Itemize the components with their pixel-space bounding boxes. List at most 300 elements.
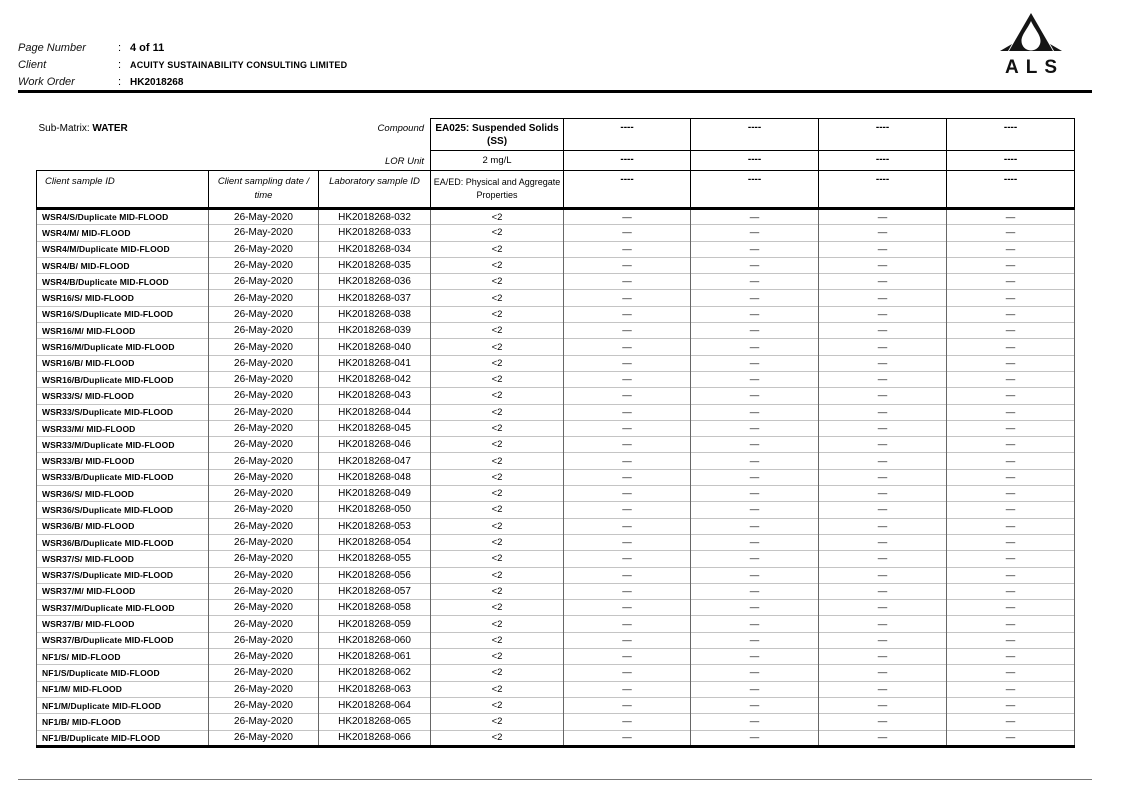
separator: : [118,59,122,71]
table-row [37,257,1075,273]
table-row [37,730,1075,746]
result-cell: — [564,209,691,225]
sampling-date-cell: 26-May-2020 [209,697,319,713]
table-row [37,600,1075,616]
client-sample-id-cell: NF1/B/Duplicate MID-FLOOD [37,730,209,746]
laboratory-sample-id-cell: HK2018268-060 [319,632,431,648]
result-cell: — [691,339,819,355]
table-row [37,665,1075,681]
laboratory-sample-id-cell: HK2018268-066 [319,730,431,746]
result-cell: <2 [431,225,564,241]
result-cell: — [564,241,691,257]
result-cell: <2 [431,714,564,730]
client-sample-id-cell: WSR4/M/Duplicate MID-FLOOD [37,241,209,257]
result-cell: <2 [431,567,564,583]
result-cell: — [564,534,691,550]
sampling-date-cell: 26-May-2020 [209,355,319,371]
column-header-placeholder: ---- [819,171,947,209]
result-cell: — [691,306,819,322]
client-sample-id-cell: WSR36/S/ MID-FLOOD [37,486,209,502]
column-header-sampling-date-time: Client sampling date / time [209,171,319,209]
laboratory-sample-id-cell: HK2018268-062 [319,665,431,681]
column-header-row [37,171,1075,209]
laboratory-sample-id-cell: HK2018268-035 [319,257,431,273]
sub-matrix [39,123,128,134]
result-cell: <2 [431,388,564,404]
sampling-date-cell: 26-May-2020 [209,371,319,387]
result-cell: <2 [431,486,564,502]
result-cell: <2 [431,649,564,665]
lor-unit-cell: ---- [819,151,947,171]
sampling-date-cell: 26-May-2020 [209,714,319,730]
table-row [37,306,1075,322]
lor-unit-cell: ---- [691,151,819,171]
client-sample-id-cell: WSR33/B/Duplicate MID-FLOOD [37,469,209,485]
laboratory-sample-id-cell: HK2018268-058 [319,600,431,616]
result-cell: — [819,681,947,697]
result-cell: — [947,209,1075,225]
result-cell: — [564,339,691,355]
page-number-row [18,38,347,55]
result-cell: — [947,290,1075,306]
table-row [37,551,1075,567]
sampling-date-cell: 26-May-2020 [209,274,319,290]
work-order-row [18,72,347,89]
table-row [37,339,1075,355]
result-cell: — [947,371,1075,387]
client-sample-id-cell: WSR33/S/Duplicate MID-FLOOD [37,404,209,420]
result-cell: — [691,632,819,648]
result-cell: — [819,323,947,339]
result-cell: — [819,649,947,665]
client-sample-id-cell: NF1/S/Duplicate MID-FLOOD [37,665,209,681]
sampling-date-cell: 26-May-2020 [209,437,319,453]
result-cell: <2 [431,616,564,632]
client-sample-id-cell: WSR37/S/ MID-FLOOD [37,551,209,567]
table-row [37,355,1075,371]
table-row [37,583,1075,599]
table-row [37,632,1075,648]
sampling-date-cell: 26-May-2020 [209,502,319,518]
work-order-value: HK2018268 [130,77,184,88]
result-cell: — [819,534,947,550]
laboratory-sample-id-cell: HK2018268-042 [319,371,431,387]
result-cell: — [947,404,1075,420]
result-cell: — [564,257,691,273]
table-row [37,534,1075,550]
result-cell: — [564,355,691,371]
result-cell: — [564,469,691,485]
laboratory-sample-id-cell: HK2018268-056 [319,567,431,583]
result-cell: <2 [431,518,564,534]
result-cell: — [947,567,1075,583]
result-cell: — [564,225,691,241]
client-sample-id-cell: NF1/M/Duplicate MID-FLOOD [37,697,209,713]
table-row [37,209,1075,225]
result-cell: — [947,600,1075,616]
result-cell: — [947,616,1075,632]
result-cell: — [564,404,691,420]
laboratory-sample-id-cell: HK2018268-053 [319,518,431,534]
column-header-laboratory-sample-id: Laboratory sample ID [319,171,431,209]
result-cell: — [691,437,819,453]
result-cell: <2 [431,437,564,453]
result-cell: — [819,502,947,518]
result-cell: <2 [431,502,564,518]
result-cell: — [691,486,819,502]
sampling-date-cell: 26-May-2020 [209,420,319,436]
client-sample-id-cell: NF1/S/ MID-FLOOD [37,649,209,665]
result-cell: <2 [431,323,564,339]
client-sample-id-cell: WSR33/S/ MID-FLOOD [37,388,209,404]
result-cell: — [691,567,819,583]
result-cell: — [564,437,691,453]
sampling-date-cell: 26-May-2020 [209,453,319,469]
table-row [37,404,1075,420]
result-cell: — [564,632,691,648]
result-cell: — [947,437,1075,453]
result-cell: — [947,502,1075,518]
client-sample-id-cell: WSR16/M/Duplicate MID-FLOOD [37,339,209,355]
client-sample-id-cell: WSR4/B/Duplicate MID-FLOOD [37,274,209,290]
result-cell: <2 [431,551,564,567]
result-cell: <2 [431,697,564,713]
client-sample-id-cell: WSR37/M/ MID-FLOOD [37,583,209,599]
result-cell: — [564,730,691,746]
result-cell: — [947,306,1075,322]
laboratory-sample-id-cell: HK2018268-059 [319,616,431,632]
result-cell: — [819,420,947,436]
table-row [37,241,1075,257]
sampling-date-cell: 26-May-2020 [209,730,319,746]
result-cell: — [564,323,691,339]
result-cell: — [947,681,1075,697]
laboratory-sample-id-cell: HK2018268-064 [319,697,431,713]
sampling-date-cell: 26-May-2020 [209,534,319,550]
compound-header-row [37,119,1075,151]
results-table [36,118,1075,748]
laboratory-sample-id-cell: HK2018268-038 [319,306,431,322]
result-cell: — [819,209,947,225]
results-table-head [37,119,1075,209]
result-cell: — [947,257,1075,273]
laboratory-sample-id-cell: HK2018268-049 [319,486,431,502]
result-cell: — [691,420,819,436]
result-cell: — [947,649,1075,665]
result-cell: <2 [431,404,564,420]
column-header-placeholder: ---- [564,171,691,209]
result-cell: — [691,323,819,339]
sampling-date-cell: 26-May-2020 [209,257,319,273]
client-sample-id-cell: NF1/B/ MID-FLOOD [37,714,209,730]
result-cell: — [947,632,1075,648]
result-cell: <2 [431,534,564,550]
lor-unit-label: LOR Unit [384,155,425,167]
result-cell: — [819,583,947,599]
result-cell: <2 [431,665,564,681]
result-cell: — [819,486,947,502]
result-cell: — [819,567,947,583]
result-cell: — [819,665,947,681]
compound-header-cell: ---- [691,119,819,151]
sampling-date-cell: 26-May-2020 [209,632,319,648]
result-cell: — [947,388,1075,404]
client-value: ACUITY SUSTAINABILITY CONSULTING LIMITED [130,60,348,70]
lor-unit-cell: ---- [947,151,1075,171]
result-cell: — [819,257,947,273]
result-cell: — [691,681,819,697]
table-row [37,323,1075,339]
table-row [37,681,1075,697]
result-cell: <2 [431,681,564,697]
result-cell: — [564,600,691,616]
result-cell: <2 [431,355,564,371]
result-cell: — [564,551,691,567]
client-sample-id-cell: WSR37/M/Duplicate MID-FLOOD [37,600,209,616]
result-cell: — [691,274,819,290]
result-cell: — [564,420,691,436]
client-sample-id-cell: WSR37/B/Duplicate MID-FLOOD [37,632,209,648]
result-cell: — [947,518,1075,534]
result-cell: — [819,469,947,485]
result-cell: <2 [431,632,564,648]
result-cell: — [947,551,1075,567]
result-cell: — [564,306,691,322]
result-cell: — [691,469,819,485]
table-row [37,388,1075,404]
result-cell: <2 [431,371,564,387]
client-sample-id-cell: WSR16/M/ MID-FLOOD [37,323,209,339]
result-cell: — [947,339,1075,355]
table-row [37,567,1075,583]
table-row [37,649,1075,665]
result-cell: — [819,730,947,746]
footer-divider [18,779,1092,780]
laboratory-sample-id-cell: HK2018268-065 [319,714,431,730]
result-cell: — [947,323,1075,339]
result-cell: — [819,437,947,453]
result-cell: — [947,453,1075,469]
result-cell: <2 [431,420,564,436]
compound-header-cell: ---- [819,119,947,151]
result-cell: — [691,534,819,550]
laboratory-sample-id-cell: HK2018268-033 [319,225,431,241]
result-cell: — [691,730,819,746]
result-cell: — [691,290,819,306]
sampling-date-cell: 26-May-2020 [209,339,319,355]
sampling-date-cell: 26-May-2020 [209,404,319,420]
laboratory-sample-id-cell: HK2018268-040 [319,339,431,355]
result-cell: — [564,714,691,730]
client-sample-id-cell: NF1/M/ MID-FLOOD [37,681,209,697]
laboratory-sample-id-cell: HK2018268-039 [319,323,431,339]
result-cell: — [564,518,691,534]
client-sample-id-cell: WSR4/S/Duplicate MID-FLOOD [37,209,209,225]
table-row [37,697,1075,713]
result-cell: — [691,518,819,534]
result-cell: — [691,649,819,665]
result-cell: <2 [431,306,564,322]
result-cell: <2 [431,274,564,290]
laboratory-sample-id-cell: HK2018268-046 [319,437,431,453]
compound-header-cell: EA025: Suspended Solids (SS) [431,119,564,151]
result-cell: — [947,697,1075,713]
result-cell: — [564,616,691,632]
sampling-date-cell: 26-May-2020 [209,323,319,339]
sampling-date-cell: 26-May-2020 [209,388,319,404]
table-row [37,453,1075,469]
sampling-date-cell: 26-May-2020 [209,551,319,567]
result-cell: — [691,551,819,567]
result-cell: — [564,681,691,697]
result-cell: — [947,355,1075,371]
result-cell: — [819,290,947,306]
table-row [37,502,1075,518]
separator: : [118,76,122,88]
sampling-date-cell: 26-May-2020 [209,600,319,616]
table-row [37,371,1075,387]
laboratory-sample-id-cell: HK2018268-047 [319,453,431,469]
client-sample-id-cell: WSR16/S/Duplicate MID-FLOOD [37,306,209,322]
result-cell: — [819,404,947,420]
result-cell: — [564,453,691,469]
result-cell: — [691,355,819,371]
lor-unit-cell: 2 mg/L [431,151,564,171]
result-cell: — [819,600,947,616]
result-cell: — [819,241,947,257]
result-cell: — [819,339,947,355]
laboratory-sample-id-cell: HK2018268-034 [319,241,431,257]
result-cell: — [564,697,691,713]
table-row [37,486,1075,502]
result-cell: — [819,225,947,241]
client-row [18,55,347,72]
result-cell: — [564,388,691,404]
result-cell: — [819,616,947,632]
compound-header-cell: ---- [564,119,691,151]
lor-unit-cell: ---- [564,151,691,171]
sampling-date-cell: 26-May-2020 [209,469,319,485]
result-cell: <2 [431,241,564,257]
als-logo-text: ALS [1005,57,1064,78]
sampling-date-cell: 26-May-2020 [209,225,319,241]
laboratory-sample-id-cell: HK2018268-048 [319,469,431,485]
sampling-date-cell: 26-May-2020 [209,306,319,322]
table-row [37,274,1075,290]
result-cell: — [819,632,947,648]
result-cell: <2 [431,583,564,599]
table-row [37,616,1075,632]
column-header-placeholder: ---- [947,171,1075,209]
sub-matrix-value: WATER [92,122,128,134]
laboratory-sample-id-cell: HK2018268-043 [319,388,431,404]
sampling-date-cell: 26-May-2020 [209,290,319,306]
result-cell: — [947,534,1075,550]
sampling-date-cell: 26-May-2020 [209,665,319,681]
client-sample-id-cell: WSR36/B/ MID-FLOOD [37,518,209,534]
compound-header-cell: ---- [947,119,1075,151]
page-number-label: Page Number [18,42,86,54]
client-sample-id-cell: WSR4/M/ MID-FLOOD [37,225,209,241]
result-cell: — [564,583,691,599]
column-header-method-group: EA/ED: Physical and Aggregate Properties [431,171,564,209]
result-cell: — [564,502,691,518]
result-cell: <2 [431,730,564,746]
sub-matrix-label: Sub-Matrix: [38,122,90,134]
result-cell: — [564,567,691,583]
client-sample-id-cell: WSR16/B/Duplicate MID-FLOOD [37,371,209,387]
result-cell: — [819,274,947,290]
result-cell: — [947,714,1075,730]
client-sample-id-cell: WSR33/B/ MID-FLOOD [37,453,209,469]
laboratory-sample-id-cell: HK2018268-054 [319,534,431,550]
laboratory-sample-id-cell: HK2018268-055 [319,551,431,567]
table-row [37,225,1075,241]
client-sample-id-cell: WSR37/S/Duplicate MID-FLOOD [37,567,209,583]
compound-label: Compound [377,122,425,134]
header-divider [18,90,1092,93]
als-logo [998,12,1064,79]
result-cell: — [564,274,691,290]
work-order-label: Work Order [18,76,75,88]
lor-unit-row [37,151,1075,171]
result-cell: — [819,306,947,322]
laboratory-sample-id-cell: HK2018268-063 [319,681,431,697]
sampling-date-cell: 26-May-2020 [209,241,319,257]
result-cell: — [947,730,1075,746]
result-cell: — [691,697,819,713]
result-cell: — [819,355,947,371]
result-cell: — [564,290,691,306]
result-cell: <2 [431,600,564,616]
page-number-value: 4 of 11 [130,42,165,54]
result-cell: — [819,518,947,534]
result-cell: — [564,665,691,681]
client-sample-id-cell: WSR36/S/Duplicate MID-FLOOD [37,502,209,518]
client-sample-id-cell: WSR33/M/Duplicate MID-FLOOD [37,437,209,453]
result-cell: — [947,583,1075,599]
laboratory-sample-id-cell: HK2018268-045 [319,420,431,436]
sample-table-body [37,209,1075,747]
client-sample-id-cell: WSR4/B/ MID-FLOOD [37,257,209,273]
table-row [37,437,1075,453]
result-cell: — [819,453,947,469]
result-cell: — [691,209,819,225]
laboratory-sample-id-cell: HK2018268-041 [319,355,431,371]
result-cell: — [691,616,819,632]
report-header [18,38,347,89]
result-cell: — [691,257,819,273]
sampling-date-cell: 26-May-2020 [209,649,319,665]
sampling-date-cell: 26-May-2020 [209,486,319,502]
column-header-client-sample-id: Client sample ID [37,171,209,209]
table-row [37,290,1075,306]
table-row [37,420,1075,436]
result-cell: <2 [431,290,564,306]
result-cell: — [947,274,1075,290]
result-cell: <2 [431,453,564,469]
sampling-date-cell: 26-May-2020 [209,567,319,583]
result-cell: — [947,420,1075,436]
laboratory-sample-id-cell: HK2018268-061 [319,649,431,665]
laboratory-sample-id-cell: HK2018268-037 [319,290,431,306]
laboratory-sample-id-cell: HK2018268-050 [319,502,431,518]
result-cell: — [947,665,1075,681]
table-row [37,469,1075,485]
client-sample-id-cell: WSR37/B/ MID-FLOOD [37,616,209,632]
sampling-date-cell: 26-May-2020 [209,616,319,632]
client-sample-id-cell: WSR16/B/ MID-FLOOD [37,355,209,371]
